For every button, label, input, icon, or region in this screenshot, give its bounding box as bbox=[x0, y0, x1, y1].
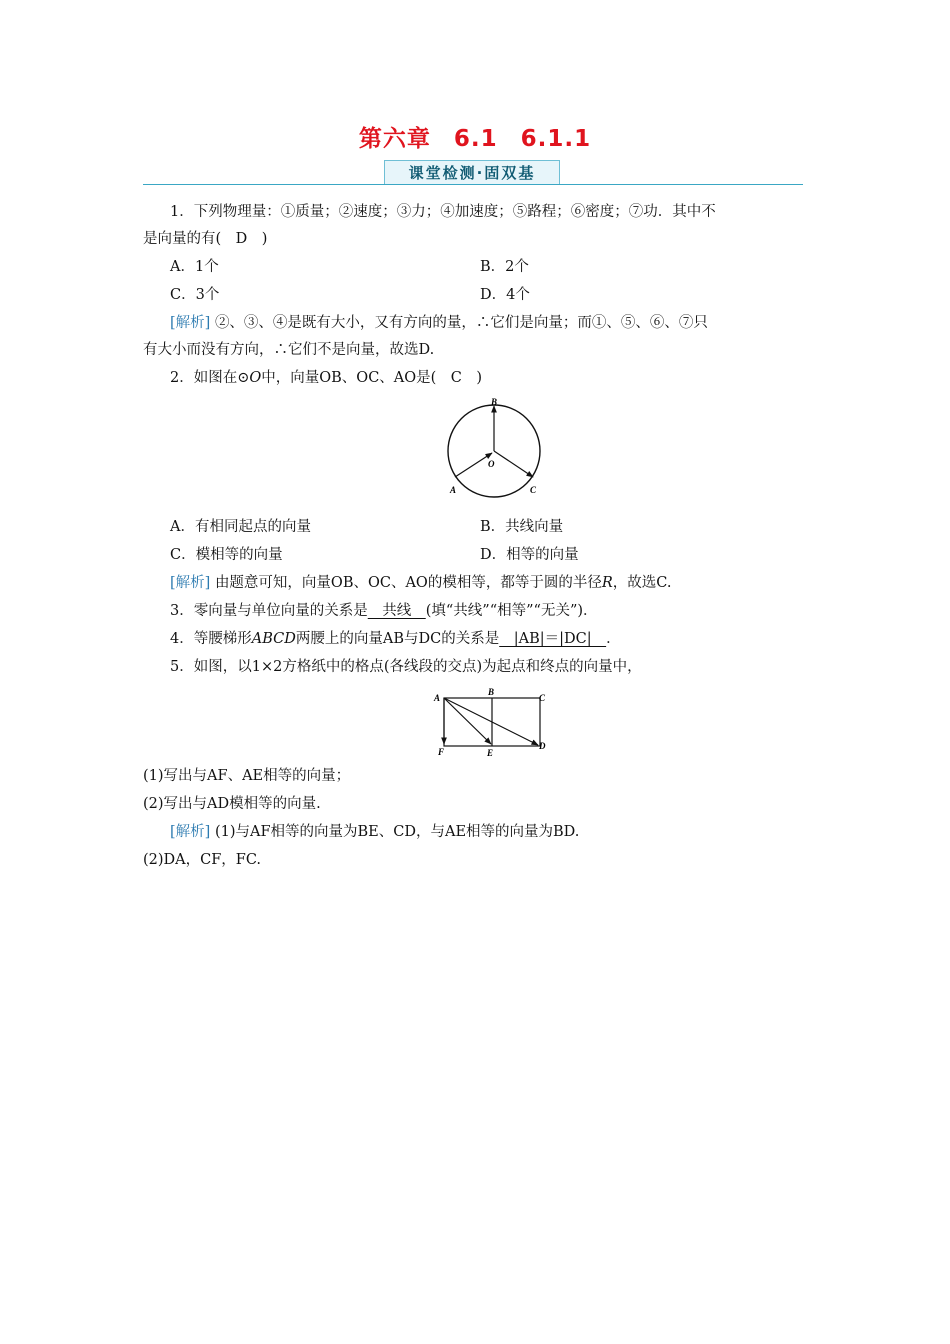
q1-jiexi-line1 bbox=[170, 313, 708, 333]
q4-pre: 4．等腰梯形 bbox=[170, 631, 252, 647]
q2-option-a: A．有相同起点的向量 bbox=[170, 519, 311, 535]
label-b2: B bbox=[488, 687, 495, 697]
q1-jiexi-line2: 有大小而没有方向，∴它们不是向量，故选D. bbox=[143, 342, 435, 358]
q2-jiexi bbox=[170, 573, 671, 593]
q4-stem bbox=[170, 629, 621, 649]
q2-jiexi-pre: 由题意可知，向量OB、OC、AO的模相等，都等于圆的半径 bbox=[214, 575, 602, 591]
q2-jiexi-var: R bbox=[601, 575, 613, 591]
q3-pre: 3．零向量与单位向量的关系是 bbox=[170, 603, 368, 619]
q2-option-b: B．共线向量 bbox=[480, 519, 564, 535]
label-c: C bbox=[530, 485, 537, 495]
label-b: B bbox=[491, 397, 498, 407]
vector-oc bbox=[494, 451, 533, 477]
vector-ae bbox=[444, 698, 491, 744]
q4-post: ． bbox=[606, 631, 621, 647]
label-d2: D bbox=[539, 741, 546, 751]
q4-mid: 两腰上的向量AB与DC的关系是 bbox=[295, 631, 500, 647]
q4-answer: |AB|＝|DC| bbox=[499, 631, 607, 647]
q1-option-c: C．3个 bbox=[170, 287, 220, 303]
section-label: 6.1 bbox=[453, 126, 498, 152]
vector-ao bbox=[455, 453, 492, 477]
grid-vector-figure bbox=[430, 685, 555, 760]
banner-divider bbox=[143, 184, 803, 185]
q2-jiexi-post: ，故选C. bbox=[612, 575, 672, 591]
q1-jiexi-tag: [解析] bbox=[170, 315, 211, 331]
q2-stem-var: O bbox=[249, 370, 262, 386]
q2-jiexi-tag: [解析] bbox=[170, 575, 211, 591]
label-c2: C bbox=[539, 693, 546, 703]
label-a2: A bbox=[434, 693, 441, 703]
q1-option-b: B．2个 bbox=[480, 259, 529, 275]
q1-stem-line2: 是向量的有( D ) bbox=[143, 231, 268, 247]
q3-stem bbox=[170, 601, 598, 621]
subsection-label: 6.1.1 bbox=[520, 126, 592, 152]
q2-stem-post: 中，向量OB、OC、AO是( C ) bbox=[261, 370, 483, 386]
q5-sub1: (1)写出与AF、AE相等的向量； bbox=[143, 768, 351, 784]
q3-answer: 共线 bbox=[367, 603, 426, 619]
q5-jiexi-line1 bbox=[170, 822, 579, 842]
q4-var: ABCD bbox=[251, 631, 296, 647]
q1-option-a: A．1个 bbox=[170, 259, 219, 275]
q5-sub2: (2)写出与AD模相等的向量. bbox=[143, 796, 321, 812]
q1-option-d: D．4个 bbox=[480, 287, 530, 303]
label-a: A bbox=[450, 485, 457, 495]
label-o: O bbox=[488, 459, 495, 469]
circle-vector-figure bbox=[440, 395, 550, 505]
label-f2: F bbox=[438, 747, 445, 757]
q2-option-d: D．相等的向量 bbox=[480, 547, 579, 563]
q3-post: (填“共线”“相等”“无关”)． bbox=[425, 603, 598, 619]
q5-jiexi-text1: (1)与AF相等的向量为BE、CD，与AE相等的向量为BD. bbox=[214, 824, 580, 840]
q2-option-c: C．模相等的向量 bbox=[170, 547, 283, 563]
section-banner: 课堂检测·固双基 bbox=[384, 160, 560, 185]
vector-ad bbox=[444, 698, 538, 745]
q5-jiexi-line2: (2)DA，CF，FC. bbox=[143, 852, 262, 868]
q2-stem bbox=[170, 368, 482, 388]
label-e2: E bbox=[487, 748, 494, 758]
chapter-label: 第六章 bbox=[358, 126, 431, 152]
q5-jiexi-tag: [解析] bbox=[170, 824, 211, 840]
q1-jiexi-text1: ②、③、④是既有大小，又有方向的量，∴它们是向量；而①、⑤、⑥、⑦只 bbox=[214, 315, 708, 331]
q1-stem-line1: 1．下列物理量：①质量；②速度；③力；④加速度；⑤路程；⑥密度；⑦功．其中不 bbox=[170, 204, 716, 220]
page-title bbox=[0, 120, 950, 153]
q5-stem: 5．如图，以1×2方格纸中的格点(各线段的交点)为起点和终点的向量中， bbox=[170, 659, 642, 675]
q2-stem-pre: 2．如图在⊙ bbox=[170, 370, 250, 386]
